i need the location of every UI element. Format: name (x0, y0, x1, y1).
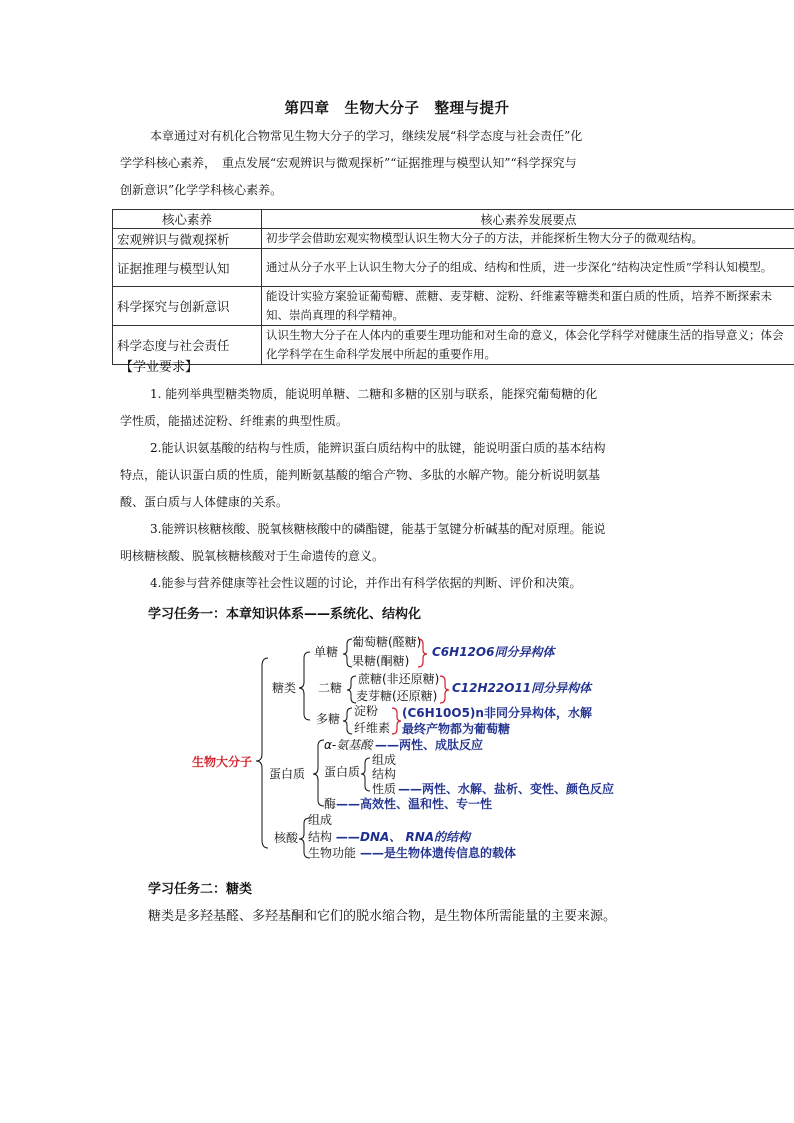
table-cell-key: 科学探究与创新意识 (113, 287, 262, 326)
requirement-line: 3.能辨识核糖核酸、脱氧核糖核酸中的磷酯键，能基于氢键分析碱基的配对原理。能说 (150, 522, 606, 536)
fructose-label: 果糖(酮糖) (352, 654, 410, 668)
protein-sub-brace (361, 758, 370, 791)
protein-label: 蛋白质 (269, 767, 306, 781)
maltose-label: 麦芽糖(还原糖) (356, 689, 438, 703)
intro-line: 创新意识”化学学科核心素养。 (120, 183, 283, 197)
poly-brace (343, 708, 352, 734)
table-row (113, 287, 794, 326)
di-red-brace (440, 676, 449, 703)
requirements-list (120, 381, 680, 597)
sugar-definition: 糖类是多羟基醛、多羟基酮和它们的脱水缩合物，是生物体所需能量的主要来源。 (148, 909, 617, 924)
task-one-heading: 学习任务一：本章知识体系——系统化、结构化 (148, 607, 422, 622)
nucleic-structure: 结构 (308, 830, 333, 844)
nucleic-structure-note: ——DNA、 RNA的结构 (336, 830, 471, 844)
amino-note: ——两性、成肽反应 (375, 738, 484, 752)
intro-line: 学学科核心素养， 重点发展“宏观辨识与微观探析”“证据推理与模型认知”“科学探究与 (120, 156, 577, 170)
table-cell-key: 证据推理与模型认知 (113, 249, 262, 287)
sucrose-label: 蔗糖(非还原糖) (358, 672, 440, 686)
sugar-brace (299, 652, 310, 720)
requirement-line: 4.能参与营养健康等社会性议题的讨论，并作出有科学依据的判断、评价和决策。 (150, 576, 582, 590)
cellulose-label: 纤维素 (354, 721, 391, 735)
table-row (113, 326, 794, 365)
table-cell-key: 科学态度与社会责任 (113, 326, 262, 365)
mono-label: 单糖 (314, 645, 339, 659)
requirement-line: 学性质，能描述淀粉、纤维素的典型性质。 (120, 414, 349, 428)
intro-paragraph (120, 123, 680, 204)
chapter-title: 第四章 生物大分子 整理与提升 (284, 100, 510, 117)
tree-root-label: 生物大分子 (192, 755, 253, 769)
requirement-line: 1. 能列举典型糖类物质，能说明单糖、二糖和多糖的区别与联系，能探究葡萄糖的化 (150, 387, 598, 401)
poly-note-1: (C6H10O5)n非同分异构体，水解 (402, 706, 592, 720)
protein-property: 性质 (372, 782, 397, 796)
requirement-line: 2.能认识氨基酸的结构与性质，能辨识蛋白质结构中的肽键，能说明蛋白质的基本结构 (150, 441, 606, 455)
table-cell-value: 通过从分子水平上认识生物大分子的组成、结构和性质，进一步深化“结构决定性质”学科认知模型。 (262, 249, 794, 287)
enzyme-note: ——高效性、温和性、专一性 (336, 797, 493, 811)
nucleic-function-note: ——是生物体遗传信息的载体 (360, 846, 517, 860)
sugar-label: 糖类 (272, 681, 297, 695)
requirement-line: 酸、蛋白质与人体健康的关系。 (120, 495, 289, 509)
protein-structure: 结构 (372, 767, 397, 781)
table-header-cell: 核心素养发展要点 (262, 210, 794, 229)
mono-brace (343, 639, 352, 667)
poly-note-2: 最终产物都为葡萄糖 (402, 722, 511, 736)
root-brace (256, 658, 268, 848)
table-cell-value: 认识生物大分子在人体内的重要生理功能和对生命的意义，体会化学科学对健康生活的指导意义；体会化学科学在生命科学发展中所起的重要作用。 (262, 326, 794, 365)
knowledge-tree-diagram (0, 630, 794, 870)
intro-line: 本章通过对有机化合物常见生物大分子的学习，继续发展“科学态度与社会责任”化 (150, 129, 583, 143)
table-cell-value: 初步学会借助宏观实物模型认识生物大分子的方法，并能探析生物大分子的微观结构。 (262, 229, 794, 249)
protein-brace (313, 740, 324, 806)
core-literacy-table (112, 209, 794, 365)
table-row (113, 229, 794, 249)
mono-note: C6H12O6同分异构体 (432, 645, 555, 659)
requirement-line: 明核糖核酸、脱氧核糖核酸对于生命遗传的意义。 (120, 549, 385, 563)
poly-red-brace (392, 708, 401, 734)
poly-label: 多糖 (316, 712, 341, 726)
di-brace (347, 676, 356, 703)
table-row (113, 249, 794, 287)
task-two-heading: 学习任务二：糖类 (148, 882, 253, 897)
nucleic-function: 生物功能 (308, 846, 357, 860)
table-header-cell: 核心素养 (113, 210, 262, 229)
di-label: 二糖 (318, 681, 343, 695)
starch-label: 淀粉 (354, 704, 379, 718)
glucose-label: 葡萄糖(醛糖) (352, 635, 422, 649)
table-cell-value: 能设计实验方案验证葡萄糖、蔗糖、麦芽糖、淀粉、纤维素等糖类和蛋白质的性质，培养不断探索未知、崇尚真理的科学精神。 (262, 287, 794, 326)
di-note: C12H22O11同分异构体 (452, 681, 592, 695)
table-header-row (113, 210, 794, 229)
amino-label: α-氨基酸 (324, 738, 373, 752)
table-cell-key: 宏观辨识与微观探析 (113, 229, 262, 249)
protein-property-note: ——两性、水解、盐析、变性、颜色反应 (398, 782, 615, 796)
protein-composition: 组成 (372, 753, 397, 767)
enzyme-label: 酶 (324, 797, 337, 811)
requirement-line: 特点，能认识蛋白质的性质，能判断氨基酸的缩合产物、多肽的水解产物。能分析说明氨基 (120, 468, 601, 482)
requirements-heading: 【学业要求】 (120, 360, 199, 375)
nucleic-composition: 组成 (308, 813, 333, 827)
nucleic-label: 核酸 (274, 831, 299, 845)
protein-sub-label: 蛋白质 (324, 765, 361, 779)
